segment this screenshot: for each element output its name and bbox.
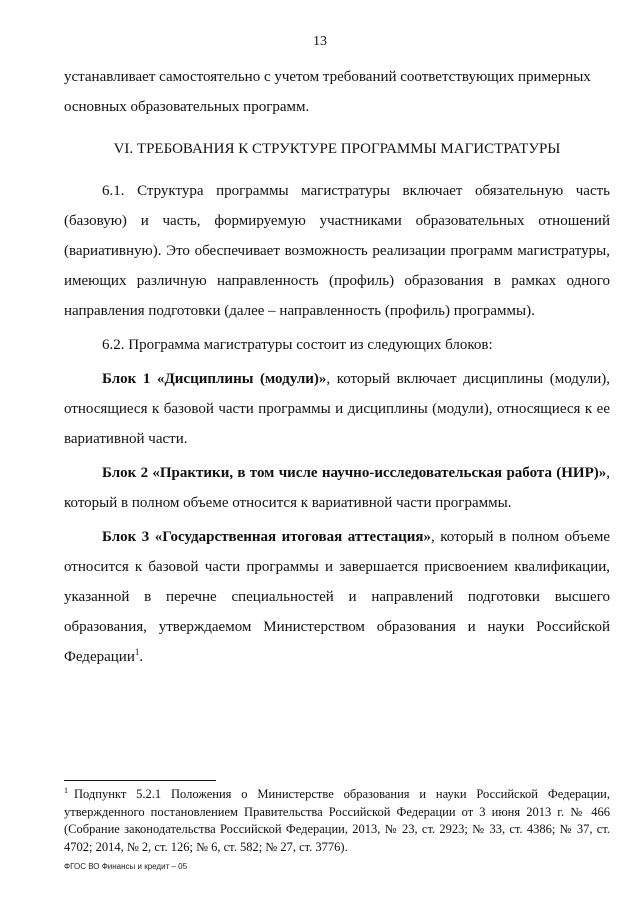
block-2-title: Блок 2 «Практики, в том числе научно-исследовательская работа (НИР)» (102, 465, 607, 481)
paragraph-6-1: 6.1. Структура программы магистратуры включает обязательную часть (базовую) и часть, формируемую участниками образовательных отношений (вариативную). Это обеспечивает возможность реализации программ магистратуры, имеющих различную направленность (профиль) образования в рамках одного направления подготовки (далее – направленность (профиль) программы). (64, 183, 610, 319)
intro-line-2: основных образовательных программ. (64, 99, 310, 115)
block-3-period: . (139, 649, 144, 665)
block-1-text: , который включает дисциплины (модули), относящиеся к базовой части программы и дисциплины (модули), относящиеся к ее вариативной части. (64, 371, 610, 447)
page-number: 13 (313, 34, 327, 49)
block-3-paragraph (64, 522, 610, 672)
document-body (64, 62, 610, 672)
paragraph-6-2: 6.2. Программа магистратуры состоит из следующих блоков: (102, 337, 493, 353)
footnote-separator (64, 780, 216, 781)
footnote-reference[interactable]: 1 (134, 647, 140, 657)
document-footer: ФГОС ВО Финансы и кредит – 05 (64, 862, 188, 871)
intro-paragraph (64, 62, 610, 122)
footnote-marker: 1 (64, 785, 68, 795)
block-2-text: , который в полном объеме относится к вариативной части программы. (64, 465, 610, 511)
footnote-text: Подпункт 5.2.1 Положения о Министерстве образования и науки Российской Федерации, утвержденного постановлением Правительства Российской Федерации от 3 июня 2013 г. № 466 (Собрание законодательства Российской Федерации, 2013, № 23, ст. 2923; № 33, ст. 4386; № 37, ст. 4702; 2014, № 2, ст. 126; № 6, ст. 582; № 27, ст. 3776). (64, 787, 610, 854)
block-1-title: Блок 1 «Дисциплины (модули)» (102, 371, 327, 387)
section-heading: VI. ТРЕБОВАНИЯ К СТРУКТУРЕ ПРОГРАММЫ МАГИСТРАТУРЫ (113, 141, 561, 157)
block-3-title: Блок 3 «Государственная итоговая аттестация» (102, 529, 432, 545)
block-1-paragraph (64, 364, 610, 454)
footnote (64, 786, 610, 856)
intro-line-1: устанавливает самостоятельно с учетом требований соответствующих примерных (64, 69, 591, 85)
block-3-text: , который в полном объеме относится к базовой части программы и завершается присвоением квалификации, указанной в перечне специальностей и направлений подготовки высшего образования, утверждаемом Министерством образования и науки Российской Федерации (64, 529, 610, 665)
block-2-paragraph (64, 458, 610, 518)
